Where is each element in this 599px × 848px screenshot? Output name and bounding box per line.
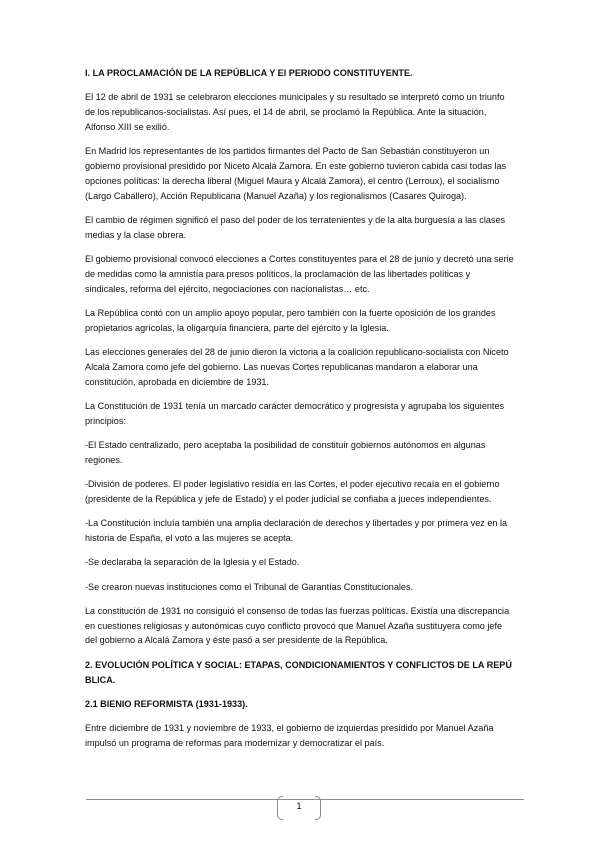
paragraph: El gobierno provisional convocó elecciones a Cortes constituyentes para el 28 de junio y decretó una serie de medidas como la amnistía para presos políticos, la proclamación de las libertades políticas y sindicales, reforma del ejército, negociaciones con nacionalistas… etc. [85, 253, 514, 294]
paragraph: -La Constitución incluía también una amplia declaración de derechos y libertades y por primera vez en la historia de España, el voto a las mujeres se acepta. [85, 518, 508, 543]
paragraph: La constitución de 1931 no consiguió el consenso de todas las fuerzas políticas. Existía una discrepancia en cuestiones religiosas y autonómicas cuyo conflicto provocó que Manuel Azaña sustituyera como jefe del gobierno a Alcalá Zamora y éste pasó a ser presidente de la República. [85, 605, 510, 646]
paragraph: El cambio de régimen significó el paso del poder de los terratenientes y de la alta burguesía a las clases medias y la clase obrera. [85, 214, 506, 240]
section-heading: 2. EVOLUCIÓN POLÍTICA Y SOCIAL: ETAPAS, CONDICIONAMIENTOS Y CONFLICTOS DE LA REPÚ BLICA. [85, 659, 512, 685]
section-heading: 2.1 BIENIO REFORMISTA (1931-1933). [85, 698, 248, 709]
paragraph: En Madrid los representantes de los partidos firmantes del Pacto de San Sebastián constituyeron un gobierno provisional presidido por Niceto Alcalá Zamora. En este gobierno tuvieron cabida casi todas las opciones políticas: la derecha liberal (Miguel Maura y Alcalá Zamora), el centro (Lerroux), el socialismo (Largo Caballero), Acción Republicana (Manuel Azaña) y los regionalismos (Casares Quiroga). [85, 146, 507, 201]
paragraph: La República contó con un amplio apoyo popular, pero también con la fuerte oposición de los grandes propietarios agrícolas, la oligarquía financiera, parte del ejército y la Iglesia. [85, 307, 496, 333]
paragraph: -Se declaraba la separación de la Iglesia y el Estado. [85, 557, 300, 568]
paragraph: Entre diciembre de 1931 y noviembre de 1933, el gobierno de izquierdas presidido por Manuel Azaña impulsó un programa de reformas para modernizar y democratizar el país. [85, 723, 494, 748]
paragraph: La Constitución de 1931 tenía un marcado carácter democrático y progresista y agrupaba los siguientes principios: [85, 400, 505, 426]
paragraph: El 12 de abril de 1931 se celebraron elecciones municipales y su resultado se interpretó como un triunfo de los republicanos-socialistas. Así pues, el 14 de abril, se proclamó la República. Ante la situación, Alfonso XIII se exilió. [85, 92, 505, 132]
paragraph: -Se crearon nuevas instituciones como el Tribunal de Garantías Constitucionales. [85, 581, 414, 592]
paragraph: Las elecciones generales del 28 de junio dieron la victoria a la coalición republicano-socialista con Niceto Alcalá Zamora como jefe del gobierno. Las nuevas Cortes republicanas mandaron a elaborar una constitución, aprobada en diciembre de 1931. [85, 346, 509, 387]
section-heading: I. LA PROCLAMACIÓN DE LA REPÚBLICA Y El PERIODO CONSTITUYENTE. [85, 68, 413, 78]
document-body [85, 66, 515, 760]
paragraph: -División de poderes. El poder legislativo residía en las Cortes, el poder ejecutivo recaía en el gobierno (presidente de la República y jefe de Estado) y el poder judicial se confiaba a jueces independientes. [85, 479, 500, 504]
page-number-box [277, 796, 321, 822]
page-number: 1 [296, 801, 302, 812]
paragraph: -El Estado centralizado, pero aceptaba la posibilidad de constituir gobiernos autónomos en algunas regiones. [85, 439, 486, 465]
right-bracket-icon [315, 796, 321, 820]
